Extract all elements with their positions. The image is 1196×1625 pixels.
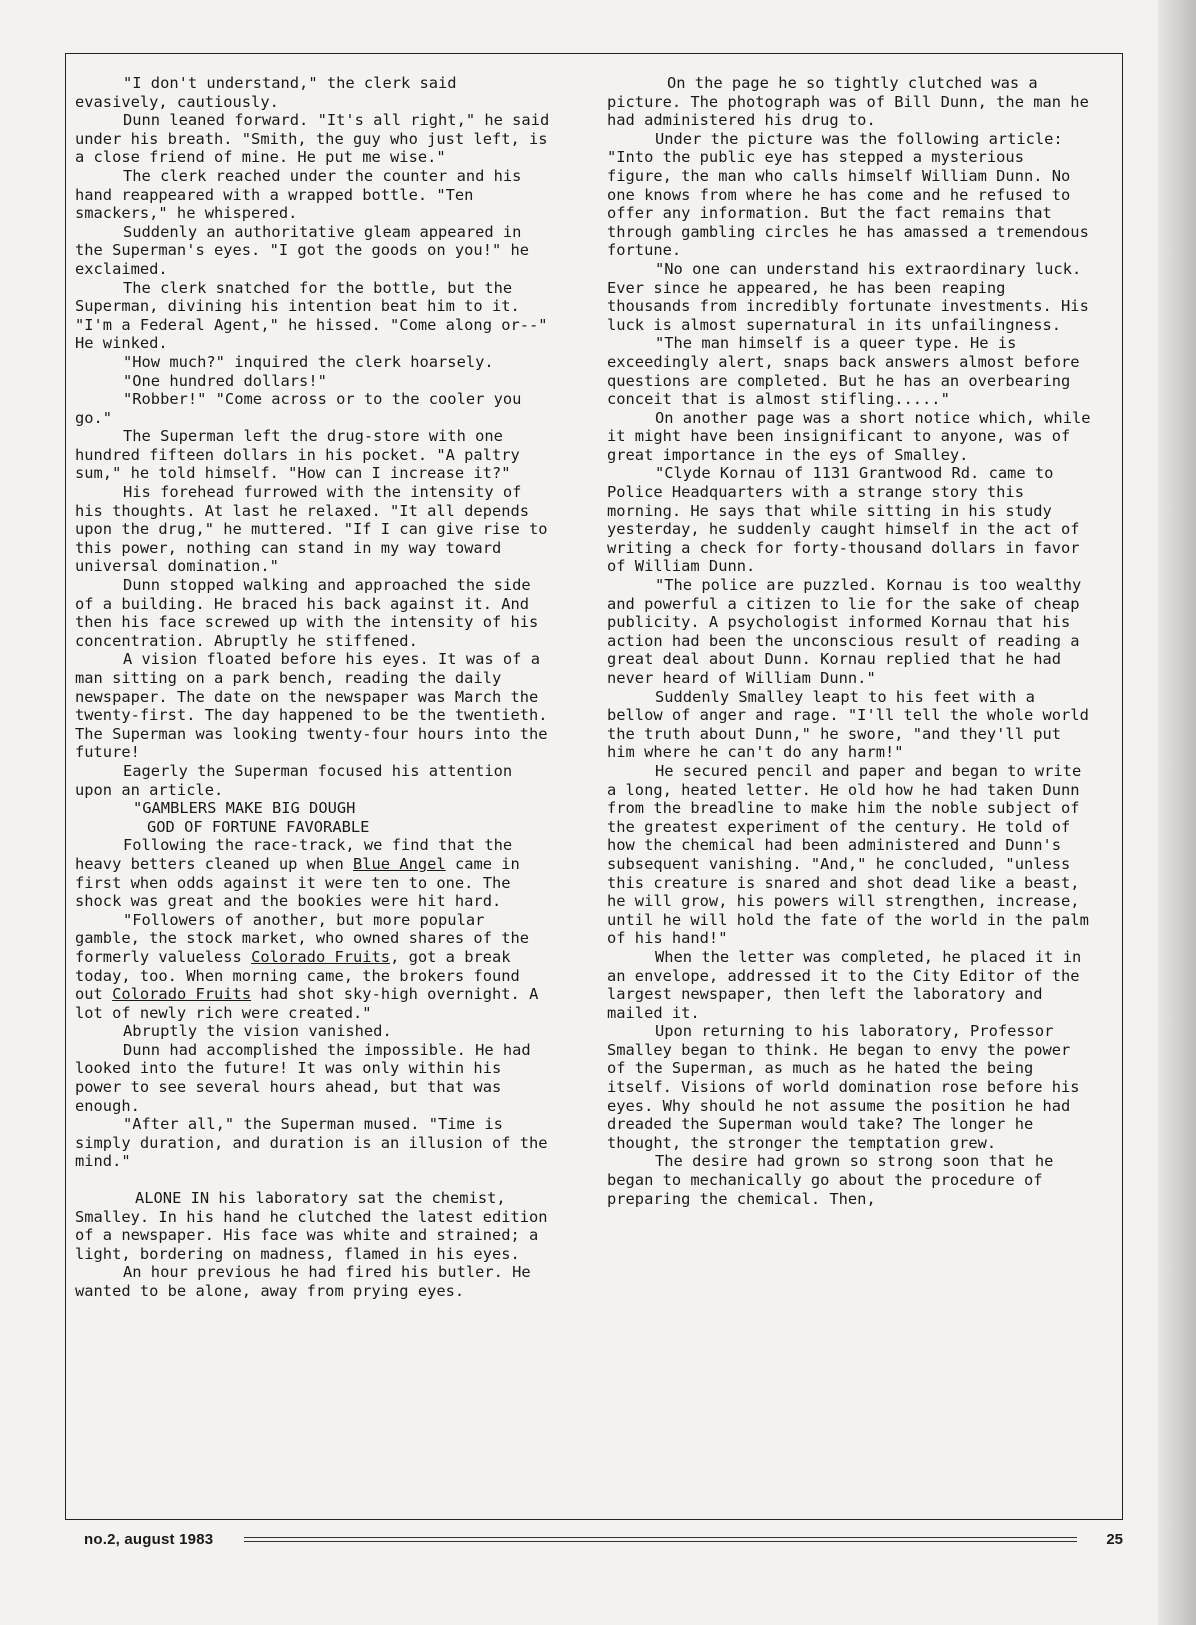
paragraph: Abruptly the vision vanished. — [123, 1022, 392, 1041]
paragraph: "The man himself is a queer type. He is exceedingly alert, snaps back answers almost before questions are completed. But he has an overbearing conceit that is almost stifling....." — [607, 334, 1080, 409]
paragraph: Suddenly Smalley leapt to his feet with a bellow of anger and rage. "I'll tell the whole world the truth about Dunn," he swore, "and they'll put him where he can't do any harm!" — [607, 687, 1089, 762]
paragraph: "No one can understand his extraordinary luck. Ever since he appeared, he has been reaping thousands from incredibly fortunate investments. His luck is almost supernatural in its unfailingness. — [607, 259, 1089, 334]
stock-name: Colorado Fruits — [251, 947, 391, 966]
paragraph: A vision floated before his eyes. It was of a man sitting on a park bench, reading the daily newspaper. The date on the newspaper was March the twenty-first. The day happened to be the twentieth. The Superman was looking twenty-four hours into the future! — [75, 650, 548, 762]
paragraph: "I don't understand," the clerk said evasively, cautiously. — [75, 74, 457, 111]
paragraph: Dunn stopped walking and approached the side of a building. He braced his back against it. And then his face screwed up with the intensity of his concentration. Abruptly he stiffened. — [75, 576, 539, 650]
paragraph: "How much?" inquired the clerk hoarsely. — [123, 352, 494, 371]
page-footer — [84, 1531, 1123, 1553]
right-column — [607, 74, 1092, 1208]
text-run: had shot sky-high overnight. A lot of newly rich were created." — [75, 985, 539, 1022]
paragraph: The Superman left the drug-store with one hundred fifteen dollars in his pocket. "A paltry sum," he told himself. "How can I increase it?" — [75, 427, 520, 483]
paragraph: The clerk reached under the counter and his hand reappeared with a wrapped bottle. "Ten smackers," he whispered. — [75, 166, 522, 223]
left-column — [75, 74, 555, 1301]
paragraph: Under the picture was the following article: "Into the public eye has stepped a mysterious figure, the man who calls himself William Dunn. No one knows from where he has come and he refused to offer any information. But the fact remains that through gambling circles he has amassed a tremendous fortune. — [607, 129, 1089, 260]
paragraph: "One hundred dollars!" — [123, 371, 327, 390]
headline: "GAMBLERS MAKE BIG DOUGH — [133, 799, 356, 818]
paragraph — [75, 911, 555, 1023]
paragraph: Eagerly the Superman focused his attention upon an article. — [75, 761, 513, 799]
paragraph: Suddenly an authoritative gleam appeared in the Superman's eyes. "I got the goods on you!" he exclaimed. — [75, 222, 530, 278]
section-opening-paragraph: ALONE IN his laboratory sat the chemist, Smalley. In his hand he clutched the latest edition of a newspaper. His face was white and strained; a light, bordering on madness, flamed in his eyes. — [75, 1189, 548, 1263]
paragraph: An hour previous he had fired his butler. He wanted to be alone, away from prying eyes. — [75, 1263, 531, 1300]
paragraph: Upon returning to his laboratory, Professor Smalley began to think. He began to envy the power of the Superman, as much as he hated the being itself. Visions of world domination rose before his eyes. Why should he not assume the position he had dreaded the Superman would take? The longer he thought, the stronger the temptation grew. — [607, 1022, 1080, 1152]
paragraph: "After all," the Superman mused. "Time is simply duration, and duration is an illusion of the mind." — [75, 1115, 548, 1171]
paragraph: Dunn had accomplished the impossible. He had looked into the future! It was only within his power to see several hours ahead, but that was enough. — [75, 1040, 531, 1115]
paragraph: The clerk snatched for the bottle, but the Superman, divining his intention beat him to it. "I'm a Federal Agent," he hissed. "Come along or--" He winked. — [75, 278, 548, 353]
paragraph — [75, 836, 555, 910]
paragraph: "The police are puzzled. Kornau is too wealthy and powerful a citizen to lie for the sake of cheap publicity. A psychologist informed Kornau that his action had been the unconscious result of reading a great deal about Dunn. Kornau replied that he had never heard of William Dunn." — [607, 576, 1082, 687]
paragraph: On another page was a short notice which, while it might have been insignificant to anyone, was of great importance in the eys of Smalley. — [607, 408, 1091, 464]
footer-rule — [244, 1537, 1077, 1542]
paragraph: On the page he so tightly clutched was a picture. The photograph was of Bill Dunn, the man he had administered his drug to. — [607, 74, 1089, 130]
paragraph: "Clyde Kornau of 1131 Grantwood Rd. came to Police Headquarters with a strange story this morning. He says that while sitting in his study yesterday, he suddenly caught himself in the act of writing a check for forty-thousand dollars in favor of William Dunn. — [607, 464, 1080, 576]
text-run: "Followers of another, but more popular gamble, the stock market, who owned shares of the formerly valueless — [75, 910, 530, 966]
page-number: 25 — [1106, 1531, 1123, 1548]
paragraph: The desire had grown so strong soon that he began to mechanically go about the procedure of preparing the chemical. Then, — [607, 1152, 1054, 1208]
paragraph: He secured pencil and paper and began to write a long, heated letter. He old how he had taken Dunn from the breadline to make him the noble subject of the greatest experiment of the century. He told of how the chemical had been administered and Dunn's subsequent vanishing. "And," he concluded, "unless this creature is snared and shot dead like a beast, he will grow, his powers will strengthen, increase, until he will hold the fate of the world in the palm of his hand!" — [607, 761, 1089, 948]
text-run: , got a break today, too. When morning came, the brokers found out — [75, 947, 520, 1004]
issue-label: no.2, august 1983 — [84, 1531, 219, 1548]
paragraph: Dunn leaned forward. "It's all right," he said under his breath. "Smith, the guy who just left, is a close friend of mine. He put me wise." — [75, 111, 550, 167]
text-run: Following the race-track, we find that the heavy betters cleaned up when — [75, 836, 513, 873]
paragraph: His forehead furrowed with the intensity of his thoughts. At last he relaxed. "It all depends upon the drug," he muttered. "If I can give rise to this power, nothing can stand in my way toward universal domination." — [75, 483, 548, 576]
horse-name: Blue Angel — [353, 854, 446, 873]
page-edge-shadow — [1158, 0, 1196, 1625]
subheadline: GOD OF FORTUNE FAVORABLE — [147, 817, 370, 836]
paragraph: "Robber!" "Come across or to the cooler you go." — [75, 390, 522, 427]
text-run: came in first when odds against it were ten to one. The shock was great and the bookies were hit hard. — [75, 854, 520, 911]
stock-name: Colorado Fruits — [112, 985, 252, 1004]
paragraph: When the letter was completed, he placed it in an envelope, addressed it to the City Editor of the largest newspaper, then left the laboratory and mailed it. — [607, 947, 1082, 1022]
